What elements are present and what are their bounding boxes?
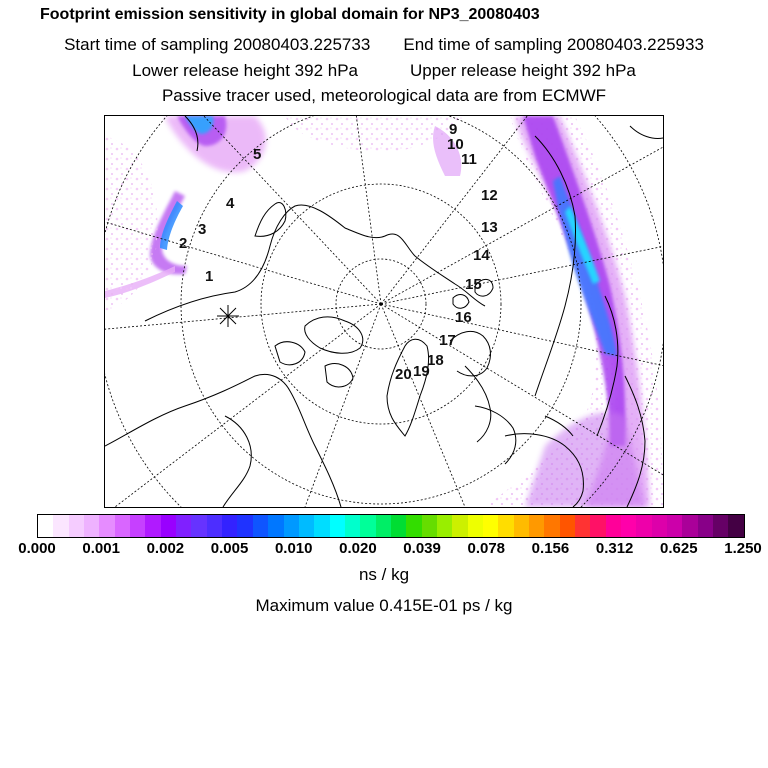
colorbar-swatch — [667, 515, 682, 537]
colorbar-swatch — [360, 515, 375, 537]
trajectory-label: 4 — [226, 195, 235, 212]
lower-release-label: Lower release height 392 hPa — [132, 61, 359, 80]
colorbar-tick-label: 0.002 — [146, 540, 185, 557]
plume-right — [485, 116, 663, 507]
colorbar-tick-label: 0.625 — [660, 540, 698, 557]
colorbar-swatch — [38, 515, 53, 537]
colorbar-swatch — [268, 515, 283, 537]
upper-release-label: Upper release height 392 hPa — [409, 61, 636, 80]
colorbar-tick-label: 1.250 — [724, 540, 762, 557]
colorbar-swatch — [237, 515, 252, 537]
colorbar-tick-label: 0.078 — [467, 540, 506, 557]
colorbar-swatch — [191, 515, 206, 537]
colorbar-swatch — [176, 515, 191, 537]
trajectory-label: 5 — [253, 146, 262, 163]
colorbar-swatch — [299, 515, 314, 537]
trajectory-label: 18 — [427, 352, 444, 369]
maximum-value-label: Maximum value 0.415E-01 ps / kg — [255, 596, 513, 615]
colorbar-swatch — [529, 515, 544, 537]
colorbar-swatch — [253, 515, 268, 537]
colorbar-swatch — [468, 515, 483, 537]
colorbar-tick-label: 0.039 — [403, 540, 441, 557]
colorbar-swatch — [575, 515, 590, 537]
colorbar-swatch — [376, 515, 391, 537]
trajectory-label: 12 — [481, 187, 498, 204]
trajectory-label: 11 — [461, 151, 477, 168]
trajectory-label: 14 — [473, 247, 490, 264]
colorbar-swatch — [115, 515, 130, 537]
colorbar-swatch — [145, 515, 160, 537]
trajectory-label: 19 — [413, 363, 430, 380]
trajectory-label: 10 — [447, 136, 464, 153]
trajectory-label: 13 — [481, 219, 498, 236]
colorbar-swatch — [406, 515, 421, 537]
colorbar-swatch — [636, 515, 651, 537]
colorbar-swatch — [53, 515, 68, 537]
colorbar-tick-label: 0.010 — [274, 540, 313, 557]
colorbar — [37, 514, 745, 538]
colorbar-swatch — [437, 515, 452, 537]
colorbar-swatch — [698, 515, 713, 537]
sampling-times — [0, 35, 768, 55]
colorbar-tick-label: 0.000 — [18, 540, 56, 557]
start-time-label: Start time of sampling 20080403.225733 — [64, 35, 371, 54]
colorbar-swatch — [207, 515, 222, 537]
trajectory-label: 2 — [179, 235, 188, 252]
colorbar-swatch — [69, 515, 84, 537]
colorbar-swatch — [498, 515, 513, 537]
colorbar-swatch — [560, 515, 575, 537]
colorbar-units: ns / kg — [358, 565, 410, 584]
colorbar-swatch — [99, 515, 114, 537]
trajectory-label: 20 — [395, 366, 412, 383]
colorbar-swatch — [391, 515, 406, 537]
colorbar-swatch — [590, 515, 605, 537]
release-point-marker — [217, 305, 239, 327]
colorbar-swatch — [284, 515, 299, 537]
tracer-label: Passive tracer used, meteorological data are from ECMWF — [161, 86, 607, 105]
map-canvas — [105, 116, 663, 507]
colorbar-swatch — [130, 515, 145, 537]
plume-speckles — [105, 116, 465, 311]
colorbar-swatch — [652, 515, 667, 537]
trajectory-label: 15 — [465, 276, 482, 293]
colorbar-swatch — [728, 515, 743, 537]
colorbar-tick-label: 0.312 — [595, 540, 634, 557]
release-heights — [0, 61, 768, 81]
trajectory-label: 9 — [449, 121, 458, 138]
trajectory-label: 1 — [205, 268, 214, 285]
trajectory-label: 3 — [198, 221, 207, 238]
colorbar-swatch — [544, 515, 559, 537]
colorbar-swatch — [606, 515, 621, 537]
colorbar-tick-label: 0.156 — [531, 540, 570, 557]
colorbar-tick-label: 0.001 — [82, 540, 120, 557]
colorbar-swatch — [621, 515, 636, 537]
trajectory-label: 16 — [455, 309, 472, 326]
colorbar-ticks — [0, 540, 768, 560]
colorbar-swatch — [161, 515, 176, 537]
plume-top-left — [165, 116, 266, 172]
colorbar-swatch — [84, 515, 99, 537]
colorbar-swatch — [514, 515, 529, 537]
colorbar-tick-label: 0.005 — [210, 540, 249, 557]
colorbar-swatch — [483, 515, 498, 537]
end-time-label: End time of sampling 20080403.225933 — [403, 35, 704, 54]
colorbar-swatch — [682, 515, 697, 537]
polar-map — [104, 115, 664, 508]
colorbar-tick-label: 0.020 — [339, 540, 377, 557]
colorbar-swatch — [314, 515, 329, 537]
colorbar-swatch — [713, 515, 728, 537]
colorbar-swatch — [345, 515, 360, 537]
colorbar-swatch — [452, 515, 467, 537]
trajectory-label: 17 — [439, 332, 456, 349]
colorbar-swatch — [330, 515, 345, 537]
colorbar-swatch — [222, 515, 237, 537]
colorbar-swatch — [422, 515, 437, 537]
map-title: Footprint emission sensitivity in global domain for NP3_20080403 — [40, 6, 540, 23]
